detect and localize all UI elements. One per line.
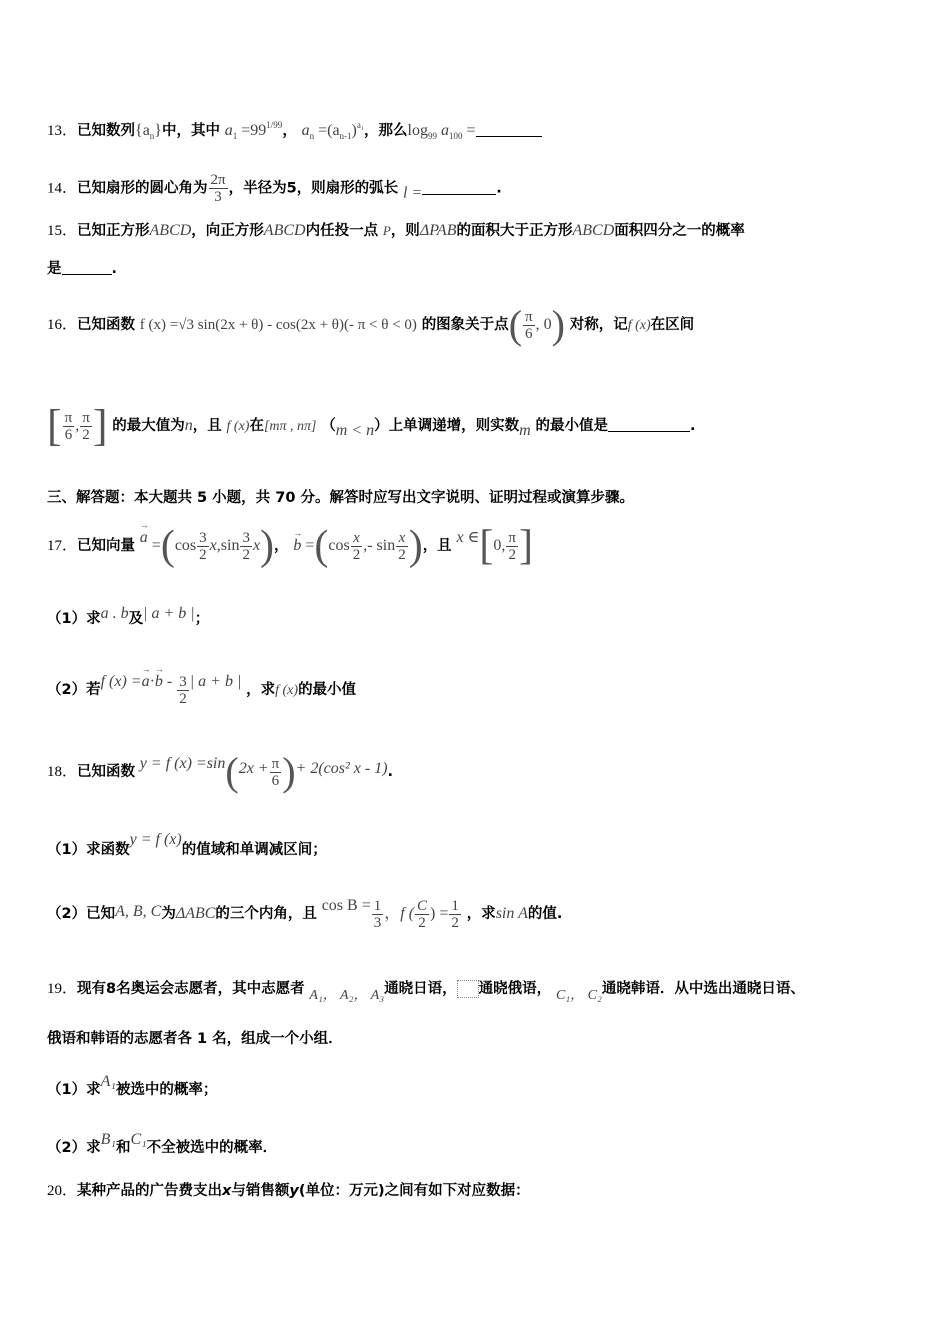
q16-answer-blank[interactable] <box>608 417 690 432</box>
section-3-heading: 三、解答题：本大题共 5 小题，共 70 分。解答时应写出文字说明、证明过程或演算步骤。 <box>47 490 634 506</box>
q13-log: $\log_{99} a_{100}$ = <box>407 122 476 141</box>
q15-answer-blank[interactable] <box>62 260 112 275</box>
q13: 13．已知数列$\{a_n\}$中，其中 $a_1 =99^{1/99}$， $a_n =(a_{n-1})^{a_1}$，那么$\log_{99} a_{100}$ = <box>47 115 542 146</box>
q19-part2: （2）求B₁和C₁不全被选中的概率． <box>47 1131 278 1156</box>
q16: 16．已知函数 f (x) =√3 sin(2x + θ) - cos(2x + θ)(- π < θ < 0) 的图象关于点( $\frac{\pi}{6}$ , 0) 对称，记f (x)在区间 <box>47 302 695 347</box>
q13-number: 13． <box>47 123 78 139</box>
q15: 15．已知正方形ABCD，向正方形ABCD内任投一点 P，则ΔPAB的面积大于正方形ABCD面积四分之一的概率 <box>47 222 745 239</box>
q13-an: $a_n =(a_{n-1})^{a_1}$ <box>301 120 365 141</box>
q18: 18．已知函数 y = f (x) =sin(2x + $\frac{\pi}{6}$ )+ 2(cos² x - 1). <box>47 749 394 794</box>
q18-part2: （2）已知A, B, C为ΔABC的三个内角，且 cos B = $\frac{1}{3}$ ，f ( $\frac{C}{2}$ ) = $\frac{1}{2}$ ，求sin A的值. <box>47 897 563 931</box>
q17-part1: （1）求a . b及| a + b |； <box>47 605 210 627</box>
q19-b-placeholder-icon <box>457 980 479 998</box>
q16-function: f (x) =√3 sin(2x + θ) - cos(2x + θ)(- π < θ < 0) <box>139 317 417 333</box>
q16-line2: [ $\frac{\pi}{6}$ , $\frac{\pi}{2}$ ] 的最大值为n，且 f (x)在[mπ , nπ] （m < n）上单调递增，则实数m 的最小值是 . <box>47 401 696 450</box>
q13-answer-blank[interactable] <box>476 122 542 137</box>
q15-line2: 是 . <box>47 261 118 277</box>
q20: 20．某种产品的广告费支出x与销售额y(单位：万元)之间有如下对应数据： <box>47 1183 530 1199</box>
q14: 14．已知扇形的圆心角为 $\frac{2\pi}{3}$ ，半径为5，则扇形的弧长 l = . <box>47 172 502 205</box>
q19-part1: （1）求A₁被选中的概率； <box>47 1073 218 1098</box>
q14-angle-fraction: $\frac{2\pi}{3}$ <box>210 172 226 205</box>
q13-a1: $a_1 =99^{1/99}$ <box>224 120 283 141</box>
q19-line2: 俄语和韩语的志愿者各 1 名，组成一个小组． <box>47 1031 343 1047</box>
q14-answer-blank[interactable] <box>422 180 496 195</box>
q13-seq: $\{a_n\}$ <box>135 122 162 141</box>
q17: 17．已知向量 → a =(cos $\frac{3}{2}$ x,sin $\frac{3}{2}$ x)， → b =(cos $\frac{x}{2}$ ,- sin $\frac{x}{2}$ )，且 x ∈[0, $\frac{\pi}{2}$ ] <box>47 514 533 570</box>
q18-part1: （1）求函数y = f (x)的值域和单调减区间； <box>47 831 327 858</box>
q17-part2: （2）若f (x) =→ a·→ b - $\frac{3}{2}$ | a + b | ，求f (x)的最小值 <box>47 662 356 711</box>
q19: 19．现有8名奥运会志愿者，其中志愿者 A₁， A₂， A₃通晓日语， 通晓俄语， C₁， C₂通晓韩语．从中选出通晓日语、 <box>47 981 805 1003</box>
